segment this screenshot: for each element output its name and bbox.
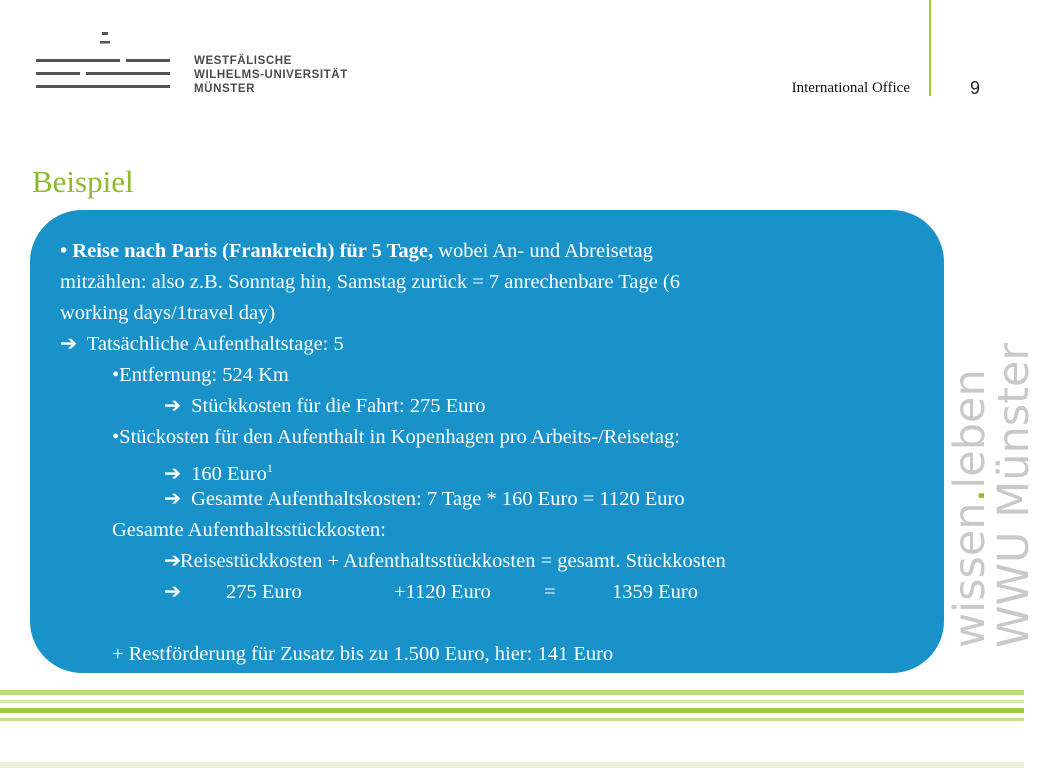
text-fragment: Tatsächliche Aufenthaltstage: 5 (82, 333, 344, 355)
university-name (194, 54, 348, 96)
university-name-line: WESTFÄLISCHE (194, 55, 292, 67)
arrow-right-icon: ➔ (164, 395, 182, 417)
text-fragment: Gesamte Aufenthaltskosten: 7 Tage * 160 Euro = 1120 Euro (186, 488, 685, 510)
watermark-word: wissen (945, 502, 995, 648)
footer-stripe (0, 690, 1024, 695)
text-line: + Restförderung für Zusatz bis zu 1.500 Euro, hier: 141 Euro (112, 643, 614, 665)
text-fragment: +1120 Euro (394, 581, 491, 603)
text-line: mitzählen: also z.B. Sonntag hin, Samstag zurück = 7 anrechenbare Tage (6 (60, 271, 681, 293)
text-line (60, 329, 880, 360)
text-line (60, 546, 880, 577)
blank-line (60, 608, 880, 639)
university-logo-mark-icon (34, 28, 184, 100)
arrow-right-icon: ➔ (60, 333, 78, 355)
office-label: International Office (791, 80, 910, 96)
university-name-line: WILHELMS-UNIVERSITÄT (194, 69, 348, 81)
watermark-word: leben (945, 369, 995, 489)
university-logo (34, 28, 348, 100)
text-fragment: 160 Euro (186, 462, 267, 485)
text-line (60, 453, 880, 484)
text-fragment: 1359 Euro (612, 581, 698, 603)
slide-title: Beispiel (32, 164, 134, 199)
footer-stripe (0, 700, 1024, 703)
text-fragment: Stückkosten für die Fahrt: 275 Euro (186, 395, 486, 417)
slide-number: 9 (969, 78, 980, 98)
text-line: •Stückosten für den Aufenthalt in Kopenhagen pro Arbeits-/Reisetag: (112, 426, 680, 448)
text-line (60, 236, 880, 267)
arrow-right-icon: ➔ (164, 462, 182, 485)
text-line (60, 484, 880, 515)
watermark-line (945, 343, 995, 648)
text-fragment: = (544, 581, 556, 603)
content-text (60, 236, 880, 670)
footer-stripe (0, 762, 1024, 768)
watermark (945, 342, 1039, 648)
footnote-marker: 1 (266, 461, 273, 475)
watermark-line: WWU Münster (989, 342, 1039, 648)
text-fragment: wobei An- und Abreisetag (433, 240, 653, 262)
watermark-text (945, 342, 1039, 648)
text-line (60, 577, 880, 608)
text-line: •Entfernung: 524 Km (112, 364, 289, 386)
watermark-dot: . (945, 488, 995, 503)
text-line: working days/1travel day) (60, 302, 276, 324)
text-line (60, 391, 880, 422)
footer-stripe (0, 718, 1024, 721)
arrow-right-icon: ➔ (164, 550, 182, 572)
text-fragment: 275 Euro (226, 581, 302, 603)
trip-heading: • Reise nach Paris (Frankreich) für 5 Tage, (60, 240, 434, 262)
arrow-right-icon: ➔ (164, 488, 182, 510)
header-divider (929, 0, 931, 96)
footer-stripe (0, 708, 1024, 713)
arrow-right-icon: ➔ (164, 581, 182, 603)
text-line: Gesamte Aufenthaltsstückkosten: (112, 519, 386, 541)
text-fragment: Reisestückkosten + Aufenthaltsstückkosten = gesamt. Stückkosten (180, 550, 726, 572)
university-name-line: MÜNSTER (194, 83, 256, 95)
